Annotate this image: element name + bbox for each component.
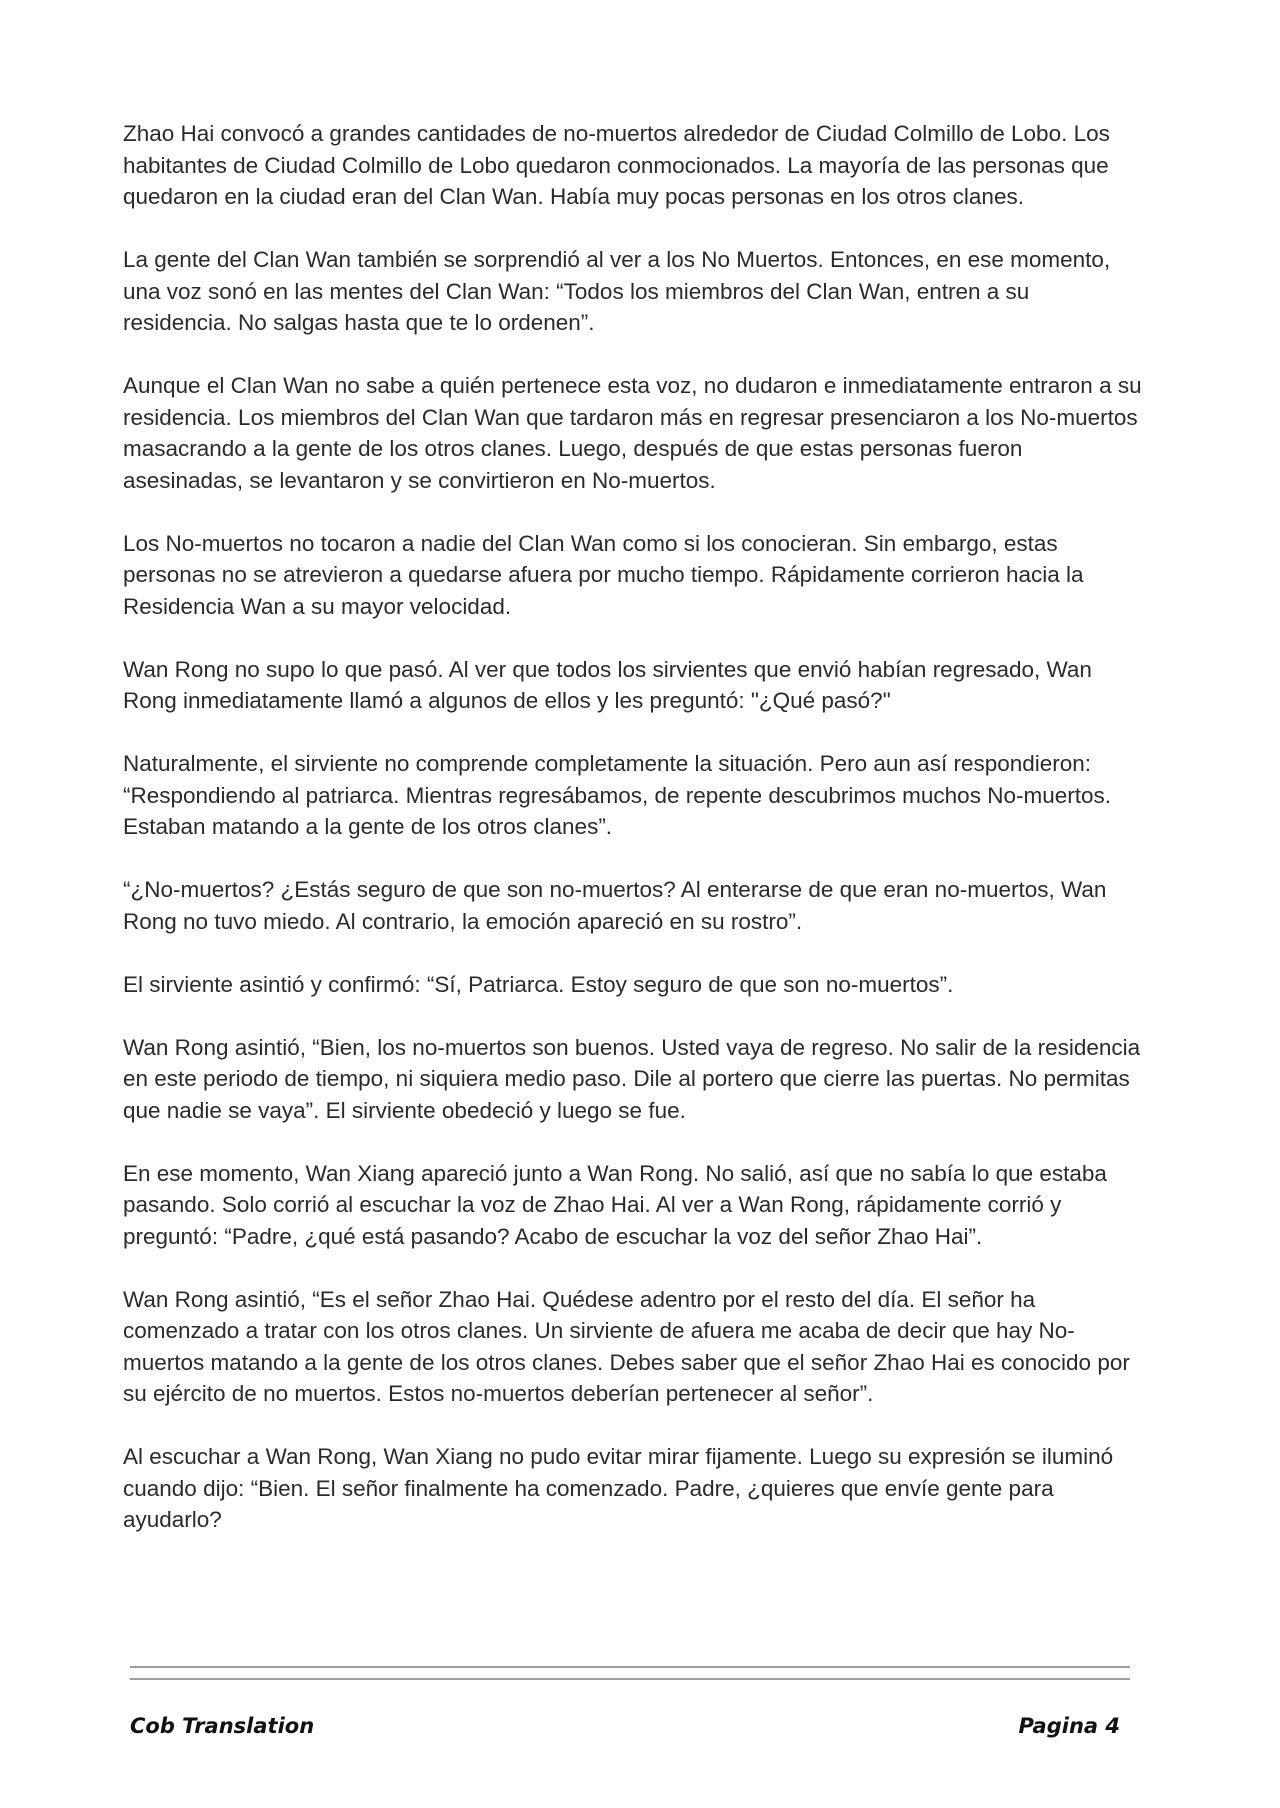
paragraph-9: Wan Rong asintió, “Bien, los no-muertos son buenos. Usted vaya de regreso. No salir de la residencia en este periodo de tiempo, ni siquiera medio paso. Dile al portero que cierre las puertas. No permitas que nadie se vaya”. El sirviente obedeció y luego se fue.	[123, 1034, 1141, 1123]
footer-translator: Cob Translation	[130, 1714, 315, 1738]
paragraph-3: Aunque el Clan Wan no sabe a quién pertenece esta voz, no dudaron e inmediatamente entraron a su residencia. Los miembros del Clan Wan que tardaron más en regresar presenciaron a los No-muertos masacrando a la gente de los otros clanes. Luego, después de que estas personas fueron asesinadas, se levantaron y se convirtieron en No-muertos.	[123, 373, 1142, 493]
paragraph-11: Wan Rong asintió, “Es el señor Zhao Hai. Quédese adentro por el resto del día. El señor ha comenzado a tratar con los otros clanes. Un sirviente de afuera me acaba de decir que hay No-muertos matando a la gente de los otros clanes. Debes saber que el señor Zhao Hai es conocido por su ejército de no muertos. Estos no-muertos deberían pertenecer al señor”.	[123, 1286, 1130, 1406]
paragraph-2: La gente del Clan Wan también se sorprendió al ver a los No Muertos. Entonces, en ese momento, una voz sonó en las mentes del Clan Wan: “Todos los miembros del Clan Wan, entren a su residencia. No salgas hasta que te lo ordenen”.	[123, 247, 1111, 335]
paragraph-5: Wan Rong no supo lo que pasó. Al ver que todos los sirvientes que envió habían regresado, Wan Rong inmediatamente llamó a algunos de ellos y les preguntó: "¿Qué pasó?"	[123, 656, 1092, 713]
footer-page-number: Pagina 4	[1018, 1714, 1120, 1738]
paragraph-12: Al escuchar a Wan Rong, Wan Xiang no pudo evitar mirar fijamente. Luego su expresión se iluminó cuando dijo: “Bien. El señor finalmente ha comenzado. Padre, ¿quieres que envíe gente para ayudarlo?	[123, 1444, 1114, 1532]
paragraph-1: Zhao Hai convocó a grandes cantidades de no-muertos alrededor de Ciudad Colmillo de Lobo. Los habitantes de Ciudad Colmillo de Lobo quedaron conmocionados. La mayoría de las personas que quedaron en la ciudad eran del Clan Wan. Había muy pocas personas en los otros clanes.	[123, 121, 1110, 209]
paragraph-6: Naturalmente, el sirviente no comprende completamente la situación. Pero aun así respondieron: “Respondiendo al patriarca. Mientras regresábamos, de repente descubrimos muchos No-muertos. Estaban matando a la gente de los otros clanes”.	[123, 751, 1111, 839]
paragraph-7: “¿No-muertos? ¿Estás seguro de que son no-muertos? Al enterarse de que eran no-muertos, Wan Rong no tuvo miedo. Al contrario, la emoción apareció en su rostro”.	[123, 877, 1107, 934]
footer-divider-bottom	[130, 1678, 1130, 1680]
body-text	[123, 118, 1143, 1567]
footer-divider-top	[130, 1666, 1130, 1668]
paragraph-10: En ese momento, Wan Xiang apareció junto a Wan Rong. No salió, así que no sabía lo que estaba pasando. Solo corrió al escuchar la voz de Zhao Hai. Al ver a Wan Rong, rápidamente corrió y preguntó: “Padre, ¿qué está pasando? Acabo de escuchar la voz del señor Zhao Hai”.	[123, 1160, 1107, 1249]
paragraph-4: Los No-muertos no tocaron a nadie del Clan Wan como si los conocieran. Sin embargo, estas personas no se atrevieron a quedarse afuera por mucho tiempo. Rápidamente corrieron hacia la Residencia Wan a su mayor velocidad.	[123, 530, 1084, 619]
paragraph-8: El sirviente asintió y confirmó: “Sí, Patriarca. Estoy seguro de que son no-muertos”.	[123, 971, 954, 997]
